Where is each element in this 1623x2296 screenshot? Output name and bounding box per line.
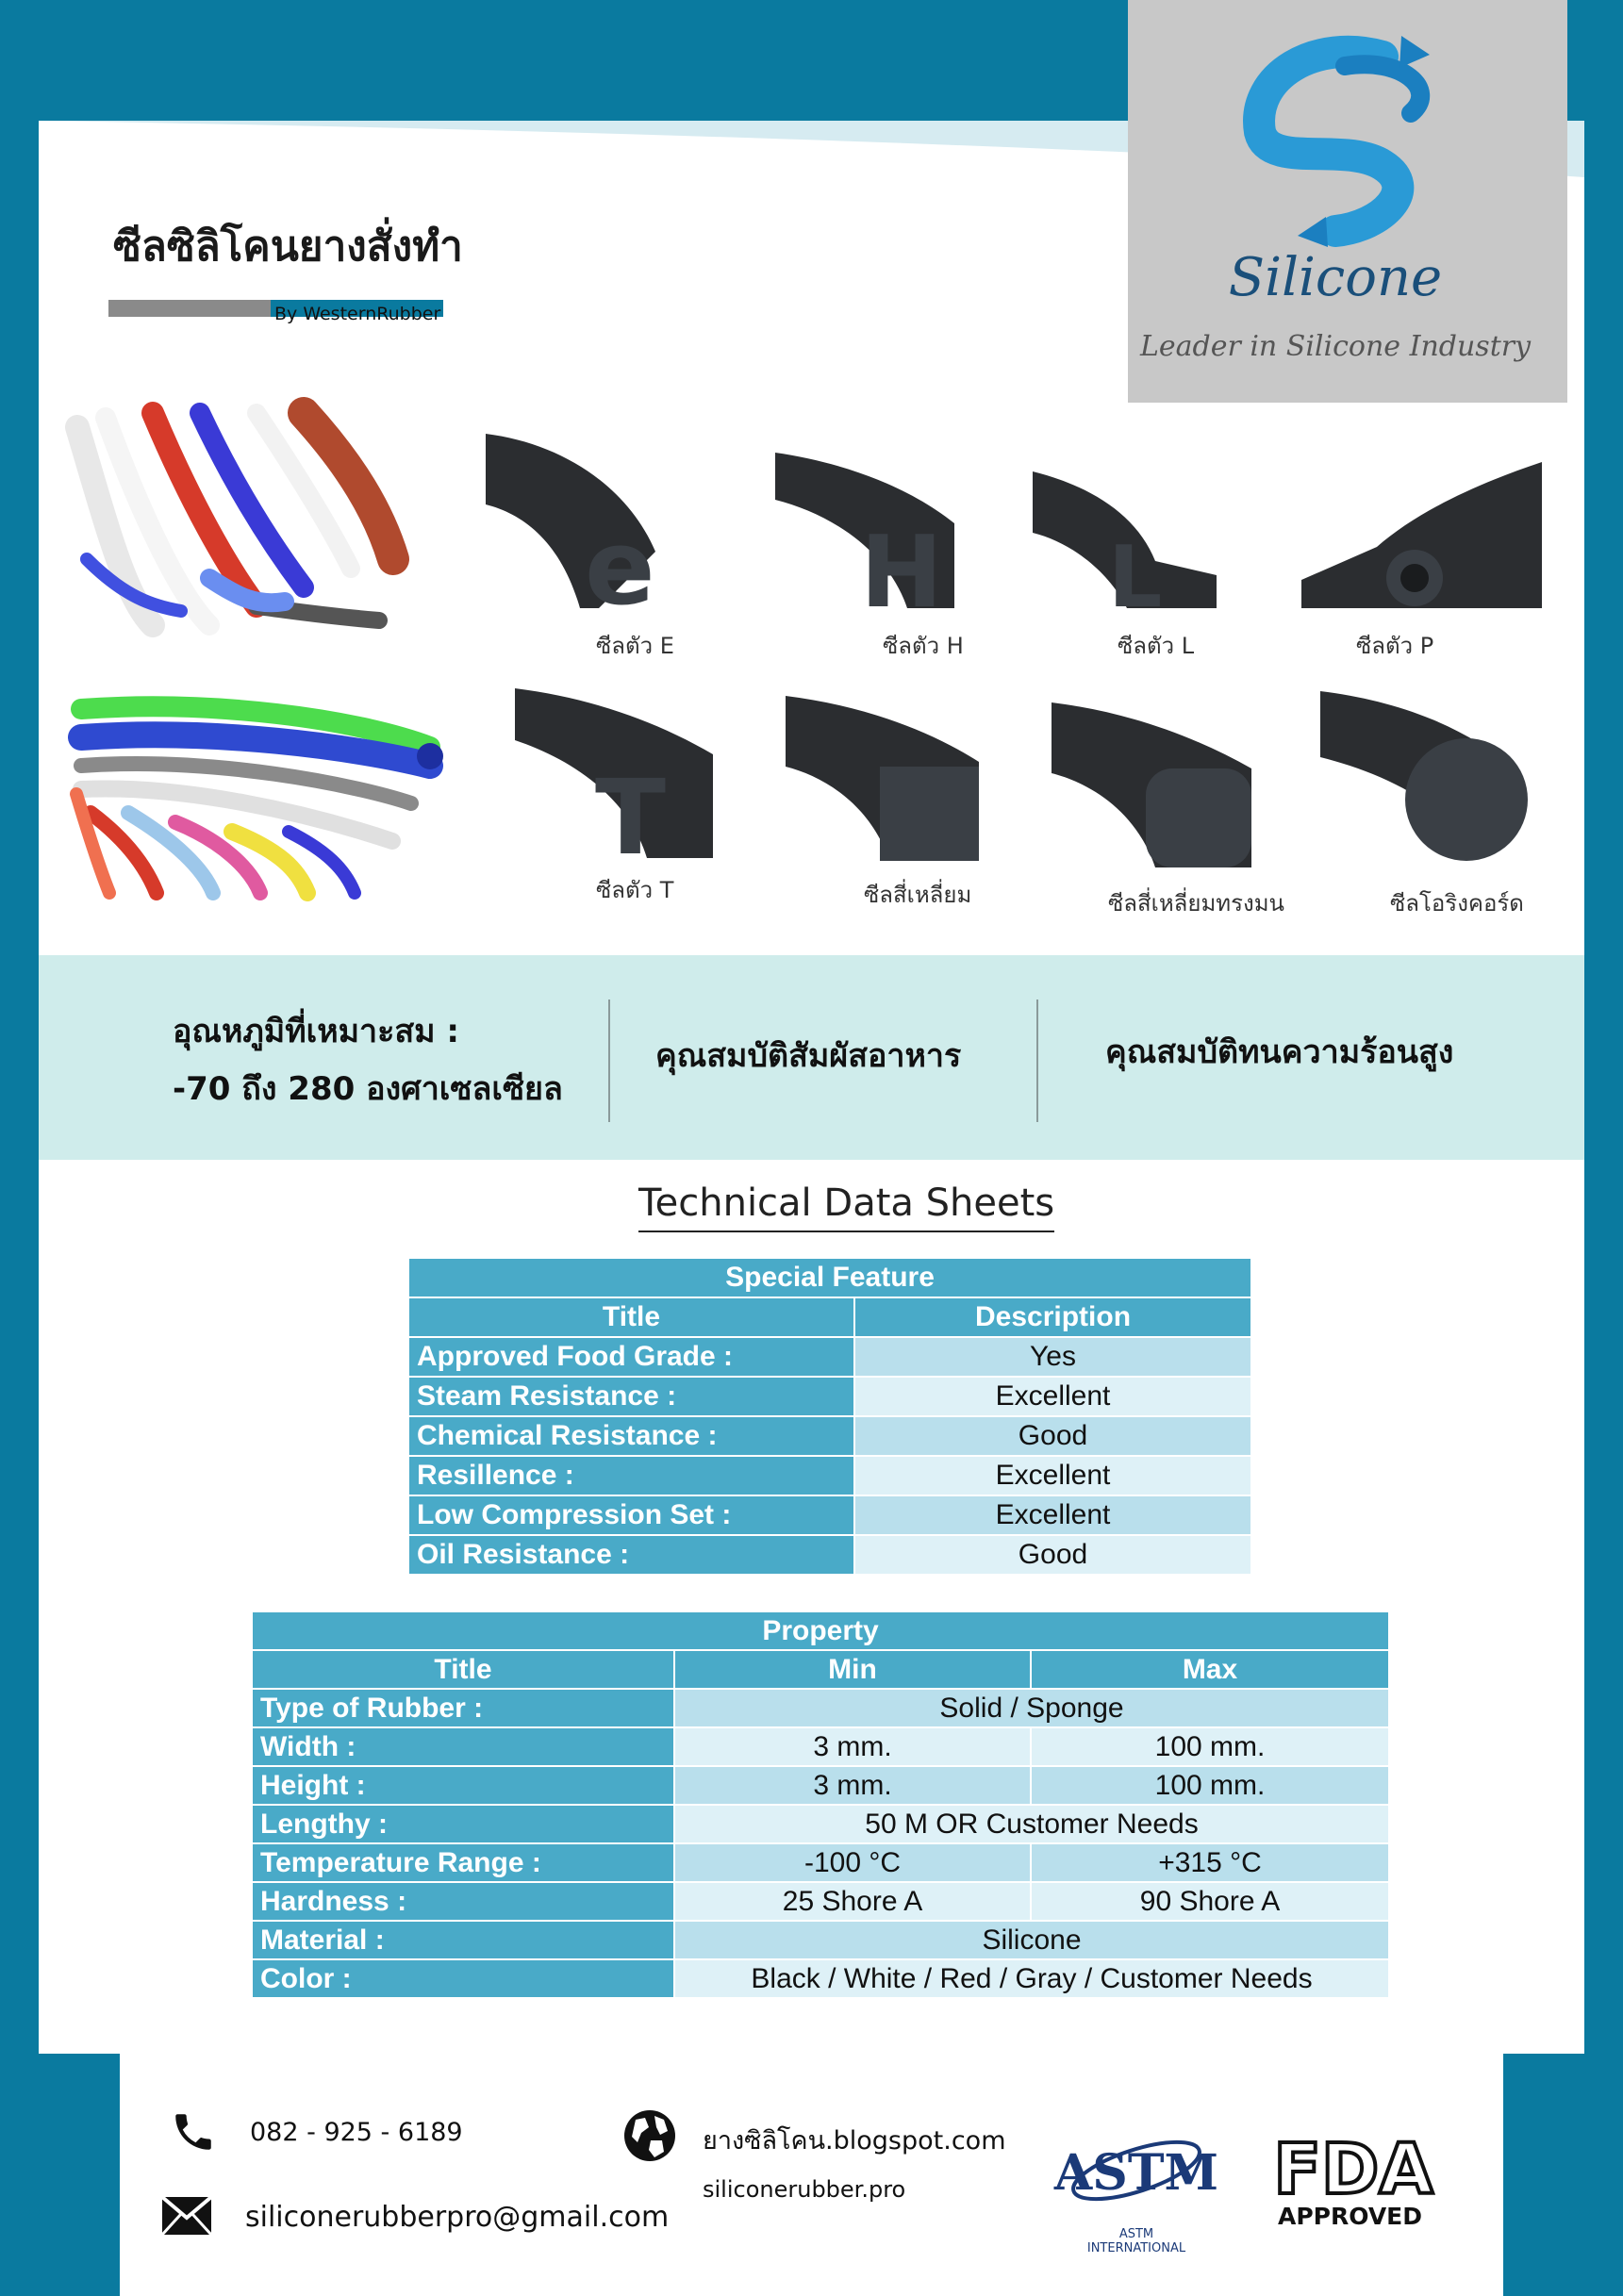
temperature-label: อุณหภูมิที่เหมาะสม : [173,1013,460,1050]
row-max: +315 °C [1031,1843,1389,1882]
email-icon [160,2195,213,2237]
p-profile-seal-icon [1301,457,1547,613]
row-title: Resillence : [408,1456,854,1495]
tds-heading: Technical Data Sheets [638,1181,1054,1232]
row-max: 100 mm. [1031,1727,1389,1766]
e-profile-seal-icon [486,429,703,628]
table-row [252,1689,1389,1727]
seal-label-o-ring: ซีลโอริงคอร์ด [1390,890,1524,917]
column-header-description: Description [854,1297,1251,1337]
row-value: Black / White / Red / Gray / Customer Needs [674,1959,1389,1998]
table-row [252,1843,1389,1882]
row-title: Lengthy : [252,1805,674,1843]
row-value: Solid / Sponge [674,1689,1389,1727]
page-title: ซีลซิลิโคนยางสั่งทำ [113,223,463,271]
table-row [408,1337,1251,1377]
table-row [252,1766,1389,1805]
column-header-title: Title [408,1297,854,1337]
table-row [252,1882,1389,1921]
row-title: Hardness : [252,1882,674,1921]
table-row [408,1377,1251,1416]
fda-approved-label: APPROVED [1278,2203,1423,2230]
table-row [408,1456,1251,1495]
feature-divider [1036,999,1038,1122]
silicone-profiles-photo [68,408,436,635]
fda-logo-icon [1273,2129,1433,2210]
row-value: Silicone [674,1921,1389,1959]
brand-tagline: Leader in Silicone Industry [1139,330,1532,363]
title-underline-gray [108,300,273,317]
globe-icon [622,2108,677,2163]
table-row [408,1416,1251,1456]
row-value: Good [854,1535,1251,1575]
table-row [408,1535,1251,1575]
row-max: 100 mm. [1031,1766,1389,1805]
row-title: Material : [252,1921,674,1959]
row-min: 3 mm. [674,1727,1031,1766]
row-max: 90 Shore A [1031,1882,1389,1921]
phone-number[interactable]: 082 - 925 - 6189 [250,2118,463,2147]
row-value: Excellent [854,1495,1251,1535]
square-profile-seal-icon [786,691,984,861]
row-title: Approved Food Grade : [408,1337,854,1377]
column-header-min: Min [674,1650,1031,1689]
silicone-tubes-photo [72,681,458,898]
row-title: Chemical Resistance : [408,1416,854,1456]
brand-name: Silicone [1228,247,1443,308]
table-caption: Special Feature [408,1258,1251,1297]
rounded-square-profile-seal-icon [1052,698,1254,867]
seal-label-p: ซีลตัว P [1356,633,1434,659]
table-row [252,1959,1389,1998]
seal-label-rounded-square: ซีลสี่เหลี่ยมทรงมน [1108,890,1284,917]
t-profile-seal-icon [515,684,718,878]
feature-divider [608,999,610,1122]
email-address[interactable]: siliconerubberpro@gmail.com [245,2201,670,2234]
row-title: Type of Rubber : [252,1689,674,1727]
phone-icon [170,2108,217,2156]
row-title: Temperature Range : [252,1843,674,1882]
svg-text:L: L [1108,528,1163,627]
row-title: Oil Resistance : [408,1535,854,1575]
fda-mark: FDA [1273,2129,1433,2210]
row-value: Good [854,1416,1251,1456]
table-row [408,1495,1251,1535]
row-title: Low Compression Set : [408,1495,854,1535]
row-min: -100 °C [674,1843,1031,1882]
column-header-max: Max [1031,1650,1389,1689]
astm-logo-icon [1053,2122,1219,2235]
row-value: Yes [854,1337,1251,1377]
seal-label-h: ซีลตัว H [883,633,964,659]
property-table [251,1611,1390,1999]
astm-caption: ASTM INTERNATIONAL [1086,2227,1186,2255]
heat-resistant-feature: คุณสมบัติทนความร้อนสูง [1105,1033,1454,1071]
row-title: Height : [252,1766,674,1805]
food-contact-feature: คุณสมบัติสัมผัสอาหาร [655,1037,962,1075]
column-header-title: Title [252,1650,674,1689]
seal-label-l: ซีลตัว L [1118,633,1195,659]
table-row [252,1805,1389,1843]
seal-label-square: ซีลสี่เหลี่ยม [864,882,972,908]
website-link[interactable]: siliconerubber.pro [703,2176,906,2203]
row-title: Width : [252,1727,674,1766]
row-value: 50 M OR Customer Needs [674,1805,1389,1843]
row-value: Excellent [854,1377,1251,1416]
svg-text:H: H [860,515,943,630]
table-caption: Property [252,1611,1389,1650]
svg-text:T: T [595,757,667,878]
svg-text:e: e [585,507,655,628]
o-ring-cord-seal-icon [1320,686,1532,866]
table-row [252,1921,1389,1959]
temperature-feature [173,1003,563,1118]
row-title: Color : [252,1959,674,1998]
row-min: 25 Shore A [674,1882,1031,1921]
silicone-s-logo-icon [1128,0,1567,245]
table-row [252,1727,1389,1766]
h-profile-seal-icon [775,448,964,630]
l-profile-seal-icon [1033,467,1221,627]
special-feature-table [407,1257,1252,1576]
row-title: Steam Resistance : [408,1377,854,1416]
byline: By WesternRubber [274,304,441,324]
temperature-range: -70 ถึง 280 องศาเซลเซียล [173,1070,563,1108]
blog-link[interactable]: ยางซิลิโคน.blogspot.com [703,2126,1006,2156]
seal-label-e: ซีลตัว E [596,633,674,659]
row-min: 3 mm. [674,1766,1031,1805]
seal-label-t: ซีลตัว T [596,877,674,903]
astm-mark: ASTM [1053,2144,1219,2202]
row-value: Excellent [854,1456,1251,1495]
